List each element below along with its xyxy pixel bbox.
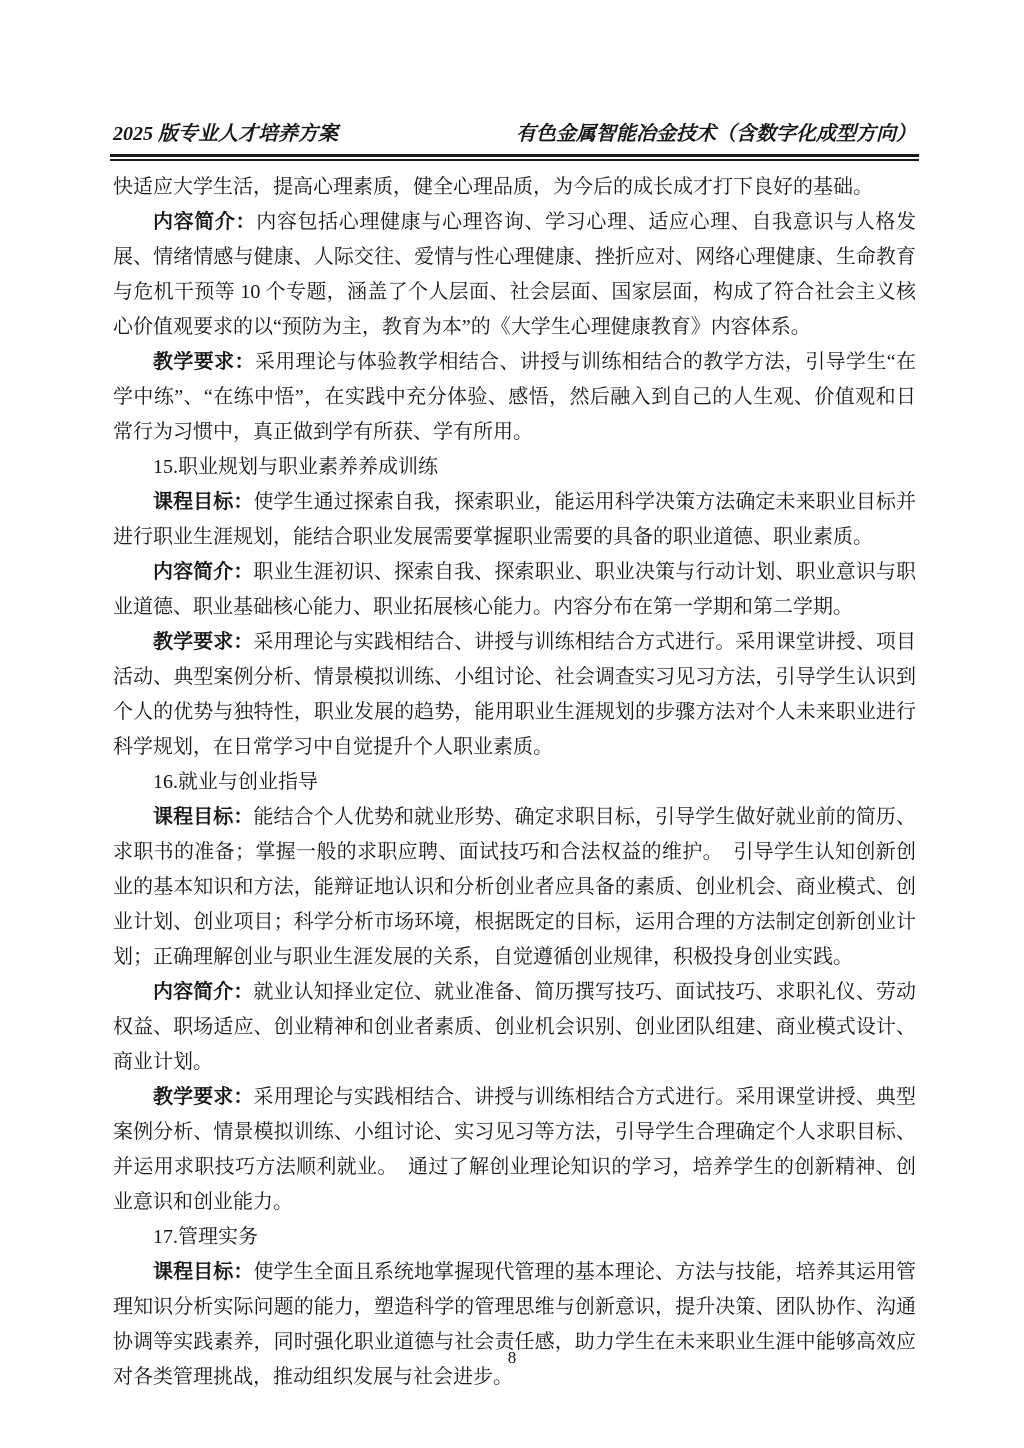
paragraph-label: 内容简介： xyxy=(153,981,254,1003)
section-heading: 15.职业规划与职业素养养成训练 xyxy=(153,456,438,478)
paragraph-label: 内容简介： xyxy=(153,561,254,583)
paragraph: 课程目标：使学生通过探索自我，探索职业，能运用科学决策方法确定未来职业目标并进行职业生涯规划，能结合职业发展需要掌握职业需要的具备的职业道德、职业素质。 xyxy=(113,491,917,548)
paragraph: 教学要求：采用理论与体验教学相结合、讲授与训练相结合的教学方法，引导学生“在学中练”、“在练中悟”，在实践中充分体验、感悟，然后融入到自己的人生观、价值观和日常行为习惯中，真正做到学有所获、学有所用。 xyxy=(113,351,917,443)
page-header xyxy=(113,121,916,147)
paragraph: 教学要求：采用理论与实践相结合、讲授与训练相结合方式进行。采用课堂讲授、项目活动、典型案例分析、情景模拟训练、小组讨论、社会调查实习见习方法，引导学生认识到个人的优势与独特性，职业发展的趋势，能用职业生涯规划的步骤方法对个人未来职业进行科学规划，在日常学习中自觉提升个人职业素质。 xyxy=(113,631,917,758)
header-right-title: 有色金属智能冶金技术（含数字化成型方向） xyxy=(516,123,916,145)
page-number: 8 xyxy=(507,1348,517,1367)
paragraph-label: 课程目标： xyxy=(153,1261,254,1283)
paragraph: 快适应大学生活，提高心理素质，健全心理品质，为今后的成长成才打下良好的基础。 xyxy=(113,176,873,198)
paragraph: 内容简介：内容包括心理健康与心理咨询、学习心理、适应心理、自我意识与人格发展、情绪情感与健康、人际交往、爱情与性心理健康、挫折应对、网络心理健康、生命教育与危机干预等 10 个专题，涵盖了个人层面、社会层面、国家层面，构成了符合社会主义核心价值观要求的以“预防为主，教育为本”的《大学生心理健康教育》内容体系。 xyxy=(113,211,917,338)
paragraph: 课程目标：使学生全面且系统地掌握现代管理的基本理论、方法与技能，培养其运用管理知识分析实际问题的能力，塑造科学的管理思维与创新意识，提升决策、团队协作、沟通协调等实践素养，同时强化职业道德与社会责任感，助力学生在未来职业生涯中能够高效应对各类管理挑战，推动组织发展与社会进步。 xyxy=(113,1261,917,1388)
paragraph-label: 内容简介： xyxy=(153,211,257,233)
header-left-title: 2025 版专业人才培养方案 xyxy=(113,123,338,145)
header-divider-rule xyxy=(110,154,919,161)
paragraph: 教学要求：采用理论与实践相结合、讲授与训练相结合方式进行。采用课堂讲授、典型案例分析、情景模拟训练、小组讨论、实习见习等方法，引导学生合理确定个人求职目标、并运用求职技巧方法顺利就业。 通过了解创业理论知识的学习，培养学生的创新精神、创业意识和创业能力。 xyxy=(113,1086,917,1213)
paragraph-label: 课程目标： xyxy=(153,491,254,513)
paragraph-label: 课程目标： xyxy=(153,806,254,828)
document-body xyxy=(113,170,916,1395)
paragraph: 课程目标：能结合个人优势和就业形势、确定求职目标，引导学生做好就业前的简历、求职书的准备；掌握一般的求职应聘、面试技巧和合法权益的维护。 引导学生认知创新创业的基本知识和方法，能辩证地认识和分析创业者应具备的素质、创业机会、商业模式、创业计划、创业项目；科学分析市场环境，根据既定的目标，运用合理的方法制定创新创业计划；正确理解创业与职业生涯发展的关系，自觉遵循创业规律，积极投身创业实践。 xyxy=(113,806,917,968)
paragraph: 内容简介：职业生涯初识、探索自我、探索职业、职业决策与行动计划、职业意识与职业道德、职业基础核心能力、职业拓展核心能力。内容分布在第一学期和第二学期。 xyxy=(113,561,917,618)
paragraph-label: 教学要求： xyxy=(153,1086,254,1108)
paragraph-label: 教学要求： xyxy=(153,351,255,373)
page-footer xyxy=(0,1346,1024,1370)
section-heading: 16.就业与创业指导 xyxy=(153,771,318,793)
paragraph-label: 教学要求： xyxy=(153,631,254,653)
section-heading: 17.管理实务 xyxy=(153,1226,258,1248)
paragraph: 内容简介：就业认知择业定位、就业准备、简历撰写技巧、面试技巧、求职礼仪、劳动权益、职场适应、创业精神和创业者素质、创业机会识别、创业团队组建、商业模式设计、商业计划。 xyxy=(113,981,917,1073)
